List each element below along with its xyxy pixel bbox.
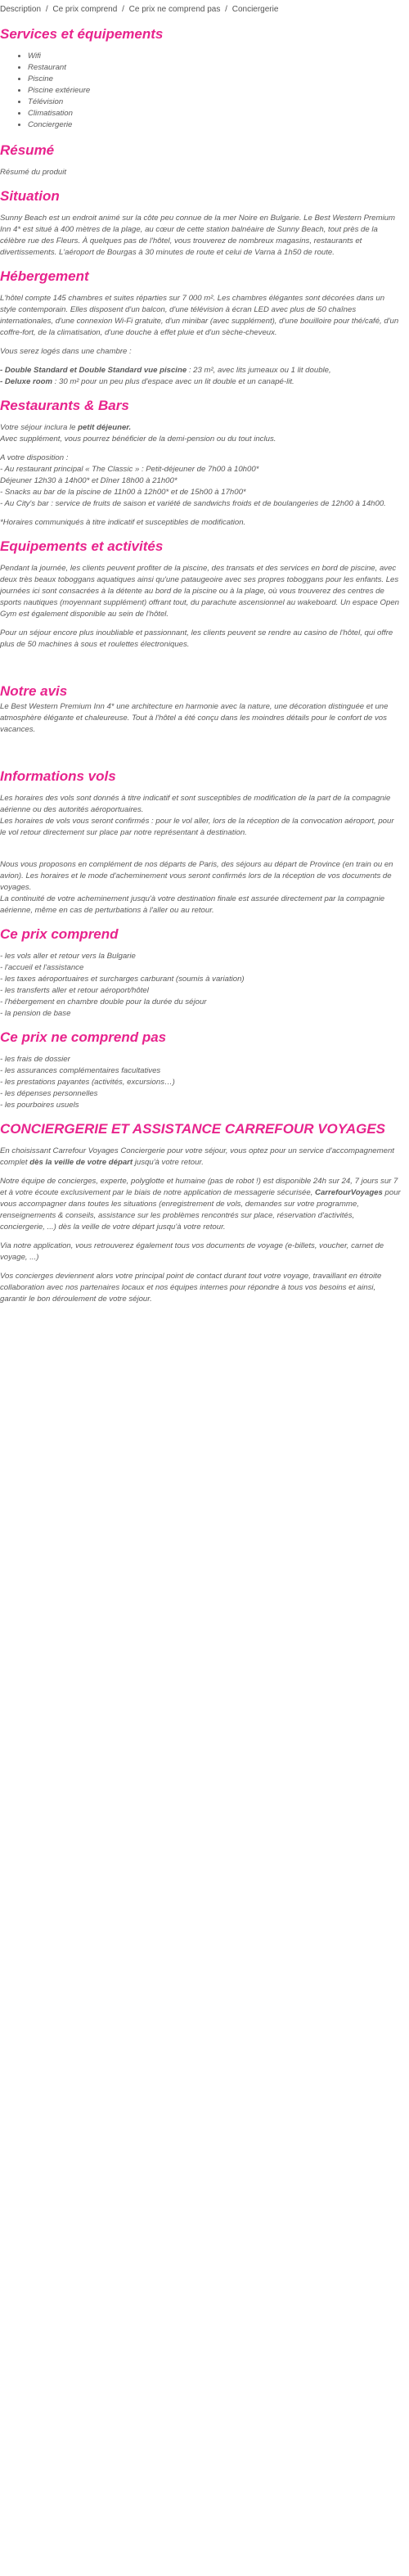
- tab-bar: [0, 5, 401, 15]
- equipements-section: [0, 538, 401, 651]
- comprend-list: [0, 951, 401, 1020]
- list-item: • Piscine: [28, 74, 401, 85]
- services-list: [0, 51, 401, 131]
- ne-comprend-list: [0, 1054, 401, 1111]
- list-item: - les assurances complémentaires facultatives: [0, 1066, 161, 1075]
- list-item: • Télévision: [28, 97, 401, 108]
- list-item: - les dépenses personnelles: [0, 1089, 98, 1098]
- list-item: - Au City's bar : service de fruits de saison et variété de sandwichs froids et de boulangeries de 12h00 à 14h00.: [0, 499, 386, 508]
- list-item: - Au restaurant principal « The Classic » : Petit-déjeuner de 7h00 à 10h00*: [0, 465, 259, 474]
- vols-p2b-text: La continuité de votre acheminement jusqu'à votre destination finale est assurée directement par la compagnie aérienne, même en cas de perturbations à l'aller ou au retour.: [0, 894, 385, 915]
- conciergerie-p1-end: jusqu'à votre retour.: [133, 1158, 204, 1167]
- ne-comprend-title: Ce prix ne comprend pas: [0, 1029, 167, 1045]
- room-types: [0, 365, 401, 388]
- resume-title: Résumé: [0, 142, 55, 158]
- comprend-section: [0, 926, 401, 1020]
- conciergerie-p1: [0, 1146, 401, 1169]
- hebergement-section: [0, 268, 401, 388]
- tab-conciergerie[interactable]: Conciergerie: [231, 5, 279, 14]
- restaurants-dispo: [0, 453, 401, 510]
- tab-ce-prix-ne-comprend-pas[interactable]: Ce prix ne comprend pas: [128, 5, 221, 14]
- vols-p1-text: Les horaires des vols sont donnés à titre indicatif et sont susceptibles de modification de la part de la compagnie aérienne ou des autorités aéroportuaires.: [0, 794, 391, 814]
- vols-title: Informations vols: [0, 768, 116, 784]
- app-name: CarrefourVoyages: [315, 1188, 383, 1197]
- spacer: [0, 745, 401, 768]
- tab-separator: /: [45, 5, 48, 14]
- avis-section: [0, 683, 401, 736]
- vols-section: [0, 768, 401, 916]
- situation-title: Situation: [0, 188, 60, 204]
- vols-p2: [0, 859, 401, 916]
- list-item: - les vols aller et retour vers la Bulgarie: [0, 952, 136, 961]
- situation-text: Sunny Beach est un endroit animé sur la côte peu connue de la mer Noire en Bulgarie. Le Best Western Premium Inn 4* est situé à 400 mètres de la plage, au cœur de cette station balnéaire de Sunny Beach, tout près de la célèbre rue des Fleurs. À quelques pas de l'hôtel, vous trouverez de nombreux magasins, restaurants et divertissements. L'aéroport de Bourgas à 30 minutes de route et celui de Varna à 1h50 de route.: [0, 214, 395, 257]
- restaurants-title: Restaurants & Bars: [0, 398, 129, 413]
- tab-separator: /: [122, 5, 124, 14]
- conciergerie-p2: [0, 1176, 401, 1233]
- services-title: Services et équipements: [0, 26, 164, 42]
- list-item: Déjeuner 12h30 à 14h00* et Dîner 18h00 à 21h00*: [0, 476, 178, 485]
- list-item: - les frais de dossier: [0, 1055, 70, 1064]
- dispo-title: A votre disposition :: [0, 453, 69, 462]
- restaurants-p1: [0, 422, 401, 445]
- spacer: [0, 660, 401, 683]
- vols-p1: [0, 793, 401, 839]
- conciergerie-p1-bold: dès la veille de votre départ: [29, 1158, 133, 1167]
- hebergement-title: Hébergement: [0, 268, 89, 284]
- spacer: [0, 846, 401, 859]
- equipements-title: Equipements et activités: [0, 538, 164, 554]
- list-item: • Climatisation: [28, 108, 401, 119]
- room2-desc: : 30 m² pour un peu plus d'espace avec un lit double et un canapé-lit.: [52, 377, 294, 386]
- room1-desc: : 23 m², avec lits jumeaux ou 1 lit double,: [187, 366, 331, 375]
- list-item: - la pension de base: [0, 1009, 71, 1018]
- avis-title: Notre avis: [0, 683, 68, 699]
- conciergerie-section: [0, 1121, 401, 1305]
- list-item: • Restaurant: [28, 62, 401, 74]
- tab-description[interactable]: Description: [0, 5, 42, 14]
- equipements-p2: Pour un séjour encore plus inoubliable et passionnant, les clients peuvent se rendre au casino de l'hôtel, qui offre plus de 50 machines à sous et roulettes électroniques.: [0, 628, 393, 649]
- conciergerie-p1-text: En choisissant Carrefour Voyages Conciergerie pour votre séjour, vous optez pour un service d'accompagnement complet: [0, 1146, 394, 1167]
- vols-p2-text: Nous vous proposons en complément de nos départs de Paris, des séjours au départ de Province (en train ou en avion). Les horaires et le mode d'acheminement vous seront confirmés lors de la réception de vos documents de voyages.: [0, 860, 393, 892]
- restaurants-section: [0, 398, 401, 529]
- room1-name: - Double Standard et Double Standard vue piscine: [0, 366, 187, 375]
- list-item: • Conciergerie: [28, 119, 401, 131]
- resume-section: [0, 142, 401, 178]
- conciergerie-p4: Vos concierges deviennent alors votre principal point de contact durant tout votre voyage, travaillant en étroite collaboration avec nos partenaires locaux et nos équipes internes pour répondre à tous vos besoins et ainsi, garantir le bon déroulement de votre séjour.: [0, 1272, 382, 1304]
- list-item: - les taxes aéroportuaires et surcharges carburant (soumis à variation): [0, 975, 245, 984]
- conciergerie-title: CONCIERGERIE ET ASSISTANCE CARREFOUR VOYAGES: [0, 1121, 386, 1137]
- list-item: - les prestations payantes (activités, excursions…): [0, 1078, 175, 1087]
- restaurants-p1b: Avec supplément, vous pourrez bénéficier de la demi-pension ou du tout inclus.: [0, 435, 276, 444]
- equipements-p1: Pendant la journée, les clients peuvent profiter de la piscine, des transats et des services en bord de piscine, avec deux très beaux toboggans aquatiques ainsi qu'une pataugeoire avec ses propres toboggans pour les enfants. Les journées ici sont consacrées à la détente au bord de la piscine ou à la plage, où vous trouverez des centres de sports nautiques (moyennant supplément) offrant tout, du parachute ascensionnel au wakeboard. Un espace Open Gym est également disponible au sein de l'hôtel.: [0, 564, 399, 619]
- conciergerie-p2-end: pour vous accompagner dans toutes les situations (enregistrement de vols, demandes sur votre programme, renseignements & conseils, assistance sur les problèmes rencontrés sur place, réservation d'activités, conciergerie, ...) dès la veille de votre départ jusqu'à votre retour.: [0, 1188, 401, 1232]
- restaurants-note: *Horaires communiqués à titre indicatif et susceptibles de modification.: [0, 518, 246, 527]
- restaurants-p1-text: Votre séjour inclura le: [0, 423, 79, 432]
- ne-comprend-section: [0, 1029, 401, 1111]
- hebergement-p1: L'hôtel compte 145 chambres et suites réparties sur 7 000 m². Les chambres élégantes sont décorées dans un style contemporain. Elles disposent d'un balcon, d'une télévision à écran LED avec plus de 50 chaînes internationales, d'une connexion Wi-Fi gratuite, d'un minibar (avec supplément), d'une bouilloire pour thé/café, d'un coffre-fort, de la climatisation, d'une douche à effet pluie et d'un sèche-cheveux.: [0, 294, 399, 337]
- room2-name: - Deluxe room: [0, 377, 52, 386]
- tab-separator: /: [225, 5, 227, 14]
- situation-section: [0, 188, 401, 259]
- list-item: - les transferts aller et retour aéroport/hôtel: [0, 986, 149, 995]
- comprend-title: Ce prix comprend: [0, 926, 119, 942]
- breakfast-bold: petit déjeuner.: [78, 423, 132, 432]
- list-item: • Piscine extérieure: [28, 85, 401, 97]
- tab-ce-prix-comprend[interactable]: Ce prix comprend: [52, 5, 118, 14]
- hebergement-p2: Vous serez logés dans une chambre :: [0, 347, 132, 356]
- avis-text: Le Best Western Premium Inn 4* une architecture en harmonie avec la nature, une décoration distinguée et une atmosphère élégante et chaleureuse. Tout à l'hôtel a été conçu dans les moindres détails pour le confort de vos vacances.: [0, 702, 389, 734]
- list-item: - les pourboires usuels: [0, 1101, 79, 1110]
- resume-text: Résumé du produit: [0, 168, 67, 177]
- services-section: [0, 26, 401, 131]
- list-item: • Wifi: [28, 51, 401, 62]
- list-item: - l'hébergement en chambre double pour la durée du séjour: [0, 998, 207, 1007]
- vols-p1b-text: Les horaires de vols vous seront confirmés : pour le vol aller, lors de la réception de la convocation aéroport, pour le vol retour directement sur place par notre représentant à destination.: [0, 817, 394, 837]
- conciergerie-p2-text: Notre équipe de concierges, experte, polyglotte et humaine (pas de robot !) est disponible 24h sur 24, 7 jours sur 7 et à votre écoute exclusivement par le biais de notre application de messagerie sécurisée,: [0, 1177, 398, 1197]
- list-item: - Snacks au bar de la piscine de 11h00 à 12h00* et de 15h00 à 17h00*: [0, 488, 246, 497]
- list-item: - l'accueil et l'assistance: [0, 963, 84, 972]
- conciergerie-p3: Via notre application, vous retrouverez également tous vos documents de voyage (e-billets, voucher, carnet de voyage, ...): [0, 1241, 384, 1262]
